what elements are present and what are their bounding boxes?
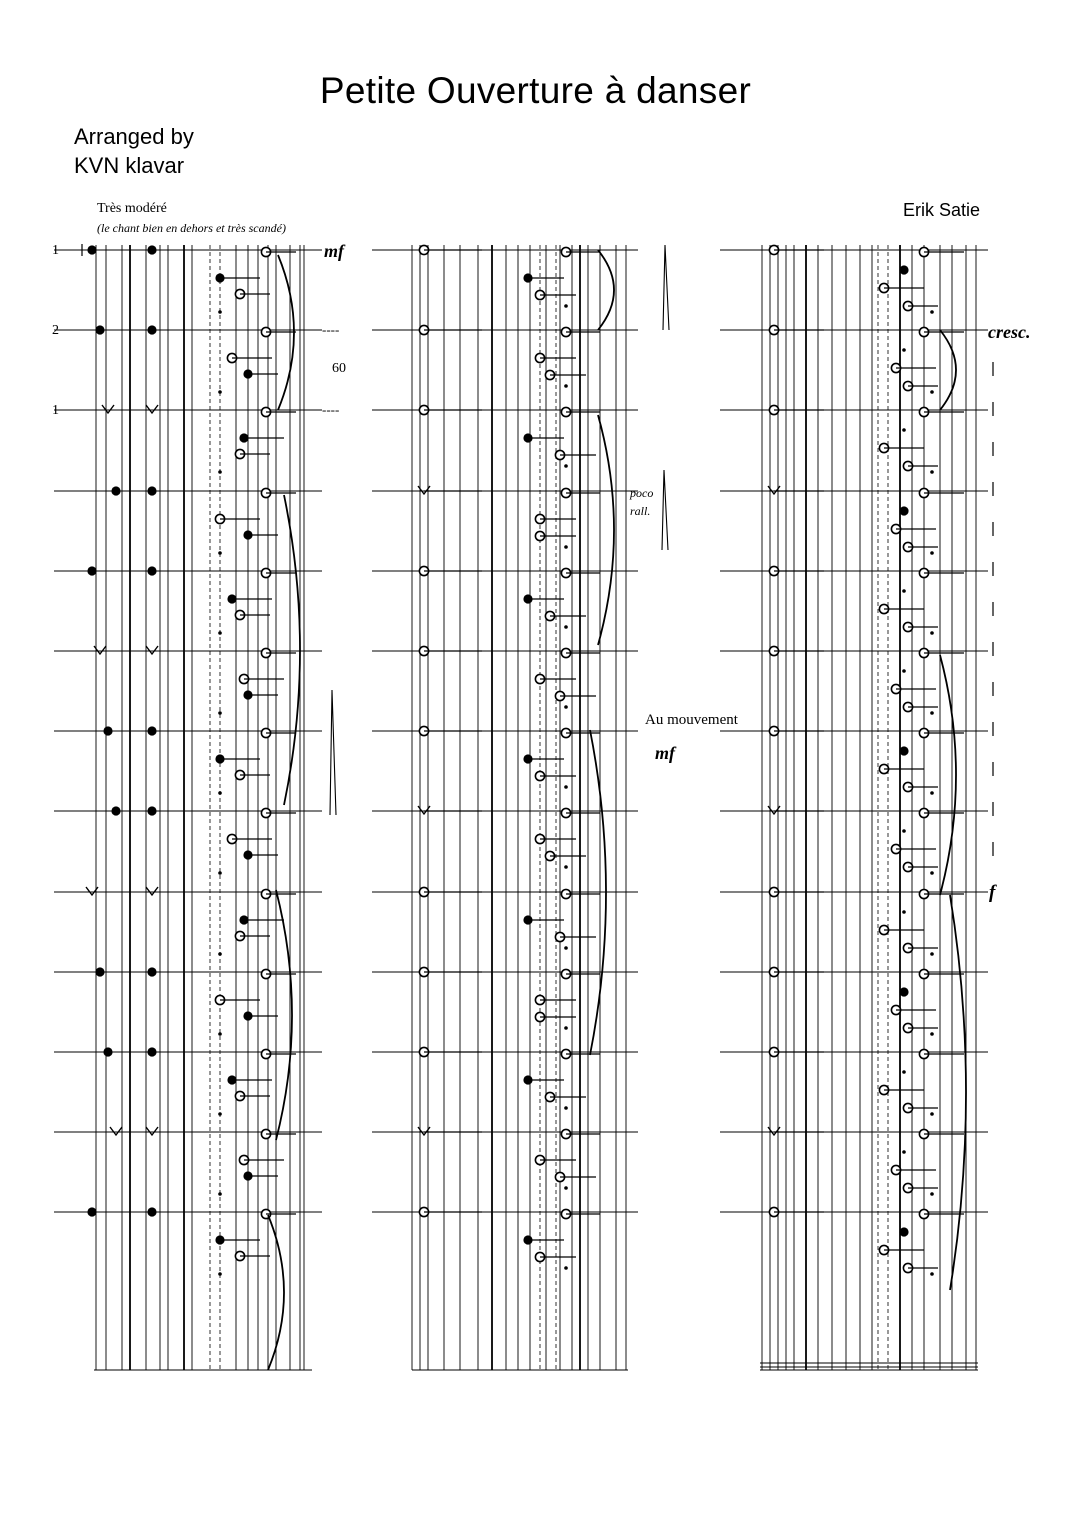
black-note	[87, 245, 96, 254]
black-note	[899, 265, 908, 274]
staccato-dot	[564, 1106, 568, 1110]
hairpin	[662, 470, 668, 550]
staccato-dot	[930, 470, 934, 474]
black-note	[87, 1207, 96, 1216]
dynamic-forte: f	[989, 882, 996, 903]
staccato-dot	[930, 711, 934, 715]
staccato-dot	[218, 390, 222, 394]
measure-marker-1: ----	[322, 322, 340, 337]
black-note	[899, 987, 908, 996]
dynamic-mf-start: mf	[324, 241, 344, 261]
staccato-dot	[930, 791, 934, 795]
staccato-dot	[218, 711, 222, 715]
black-note	[147, 967, 156, 976]
metronome-mark: 60	[332, 361, 346, 376]
phrase-slur	[284, 495, 300, 805]
black-note	[147, 486, 156, 495]
hairpin	[330, 690, 336, 815]
fingering-1: 1	[52, 243, 59, 258]
staccato-dot	[902, 669, 906, 673]
staccato-dot	[218, 1112, 222, 1116]
rest-mark	[146, 887, 158, 895]
black-note	[111, 806, 120, 815]
staccato-dot	[930, 390, 934, 394]
staccato-dot	[902, 428, 906, 432]
staccato-dot	[564, 1266, 568, 1270]
staccato-dot	[564, 625, 568, 629]
black-note	[103, 1047, 112, 1056]
composer-name: Erik Satie	[903, 200, 981, 220]
page-title: Petite Ouverture à danser	[319, 70, 752, 111]
black-note	[147, 325, 156, 334]
black-note	[95, 325, 104, 334]
staccato-dot	[930, 1192, 934, 1196]
black-note	[147, 726, 156, 735]
rest-mark	[146, 646, 158, 654]
au-mouvement-text: Au mouvement	[645, 712, 738, 728]
staccato-dot	[564, 785, 568, 789]
black-note	[899, 1227, 908, 1236]
rest-mark	[110, 1127, 122, 1135]
rest-mark	[146, 1127, 158, 1135]
staccato-dot	[218, 1272, 222, 1276]
staccato-dot	[930, 952, 934, 956]
black-note	[87, 566, 96, 575]
black-note	[147, 1047, 156, 1056]
fingering-2: 2	[52, 323, 59, 338]
staccato-dot	[218, 871, 222, 875]
staccato-dot	[564, 545, 568, 549]
tempo-marking: Très modéré	[97, 201, 167, 216]
staccato-dot	[902, 348, 906, 352]
staccato-dot	[564, 705, 568, 709]
staccato-dot	[218, 1192, 222, 1196]
staccato-dot	[902, 829, 906, 833]
black-note	[899, 506, 908, 515]
staccato-dot	[930, 871, 934, 875]
staccato-dot	[930, 1032, 934, 1036]
black-note	[147, 566, 156, 575]
rall-text: rall.	[630, 504, 651, 518]
poco-text: poco	[630, 486, 654, 500]
arranger-line-2: KVN klavar	[74, 153, 185, 178]
staccato-dot	[564, 1026, 568, 1030]
staccato-dot	[902, 910, 906, 914]
staccato-dot	[902, 589, 906, 593]
phrase-slur	[940, 655, 956, 895]
staccato-dot	[218, 952, 222, 956]
phrase-slur	[940, 330, 956, 410]
dynamic-cresc: cresc.	[988, 322, 1031, 342]
staccato-dot	[218, 631, 222, 635]
staccato-dot	[564, 1186, 568, 1190]
staccato-dot	[930, 1272, 934, 1276]
staccato-dot	[902, 1070, 906, 1074]
black-note	[103, 726, 112, 735]
staccato-dot	[218, 310, 222, 314]
rest-mark	[102, 405, 114, 413]
staccato-dot	[930, 310, 934, 314]
black-note	[147, 245, 156, 254]
staccato-dot	[930, 631, 934, 635]
staccato-dot	[218, 551, 222, 555]
staccato-dot	[564, 384, 568, 388]
black-note	[147, 806, 156, 815]
staccato-dot	[218, 791, 222, 795]
dynamic-mf-second: mf	[655, 743, 675, 763]
black-note	[111, 486, 120, 495]
staccato-dot	[564, 464, 568, 468]
arranger-line-1: Arranged by	[74, 124, 194, 149]
staccato-dot	[564, 304, 568, 308]
black-note	[147, 1207, 156, 1216]
rest-mark	[146, 405, 158, 413]
black-note	[95, 967, 104, 976]
measure-marker-2: ----	[322, 402, 340, 417]
black-note	[899, 746, 908, 755]
staccato-dot	[218, 1032, 222, 1036]
staccato-dot	[930, 1112, 934, 1116]
staccato-dot	[902, 1150, 906, 1154]
hairpin	[663, 245, 669, 330]
staccato-dot	[564, 946, 568, 950]
tempo-instruction: (le chant bien en dehors et très scandé)	[97, 221, 286, 235]
staccato-dot	[218, 470, 222, 474]
fingering-3: 1	[52, 403, 59, 418]
staccato-dot	[564, 865, 568, 869]
staccato-dot	[930, 551, 934, 555]
